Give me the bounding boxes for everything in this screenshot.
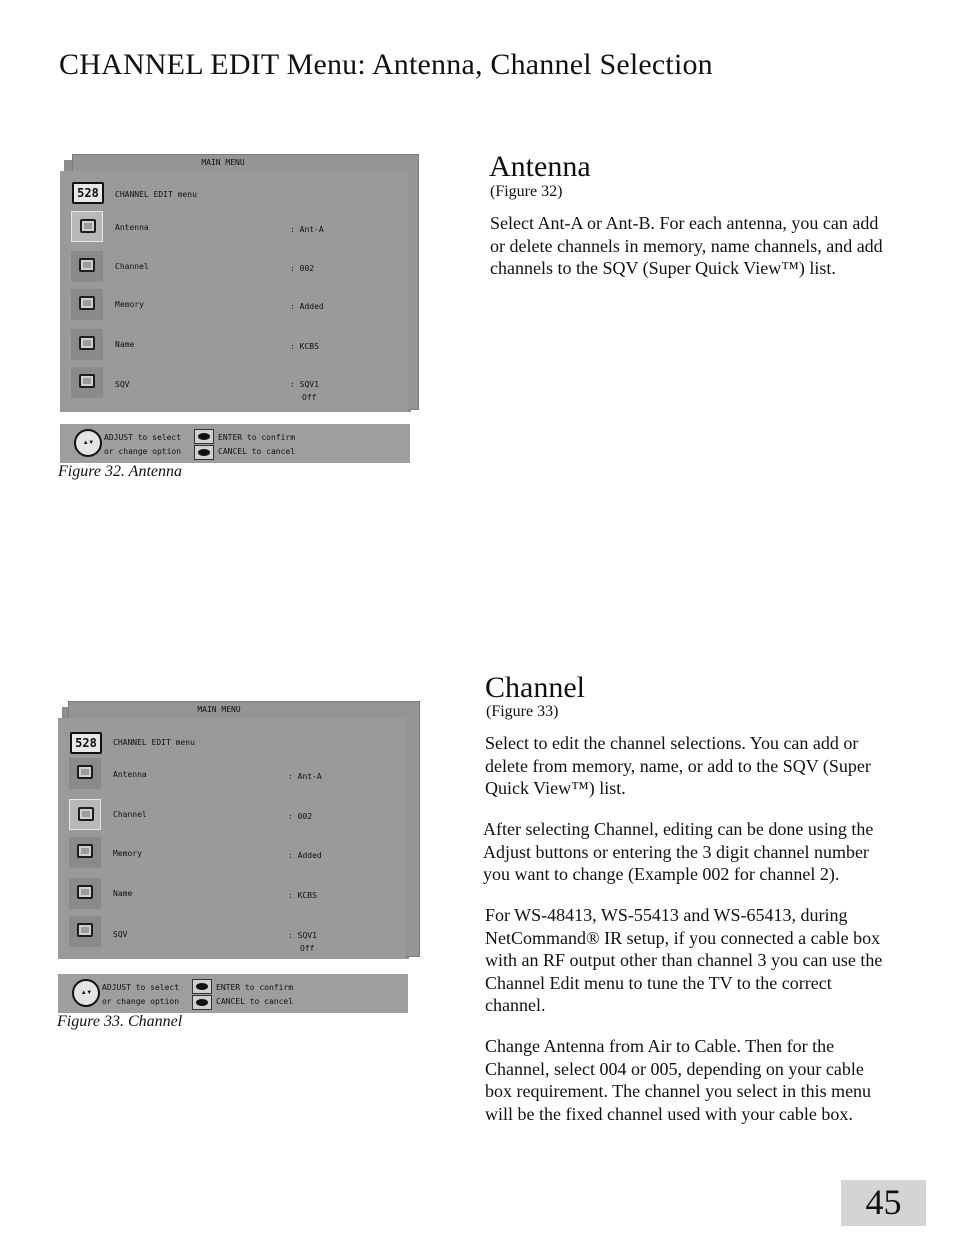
name-row-value: : KCBS	[290, 342, 319, 351]
hint-change: or change option	[104, 447, 182, 456]
hint-bar	[58, 974, 408, 1013]
antenna-row-label: Antenna	[115, 223, 149, 232]
name-row-label: Name	[115, 340, 135, 349]
antenna-heading: Antenna	[489, 150, 591, 183]
channel-row-icon[interactable]	[71, 251, 103, 282]
channel-paragraph-2: After selecting Channel, editing can be done using the Adjust buttons or entering the 3 digit channel number you want to change (Example 002 for channel 2).	[483, 819, 874, 884]
name-row-icon[interactable]	[69, 878, 101, 909]
tv-icon	[79, 258, 95, 272]
hint-enter: ENTER to confirm	[218, 433, 296, 442]
hint-enter: ENTER to confirm	[216, 983, 294, 992]
tv-icon	[77, 885, 93, 899]
hint-cancel: CANCEL to cancel	[218, 447, 296, 456]
memory-row-value: : Added	[290, 302, 324, 311]
page-number-box	[841, 1180, 926, 1226]
name-row-value: : KCBS	[288, 891, 317, 900]
tv-icon	[80, 219, 96, 233]
channel-row-label: Channel	[115, 262, 149, 271]
antenna-row-value: : Ant-A	[290, 225, 324, 234]
hint-bar	[60, 424, 410, 463]
page-title-rest: Menu: Antenna, Channel Selection	[278, 48, 713, 81]
channel-row-value: : 002	[288, 812, 313, 821]
dpad-icon	[74, 429, 102, 457]
antenna-figure-ref: (Figure 32)	[490, 183, 563, 200]
tv-icon	[77, 844, 93, 858]
hint-adjust: ADJUST to select	[102, 983, 180, 992]
memory-row-icon[interactable]	[71, 289, 103, 320]
name-row-icon[interactable]	[71, 329, 103, 360]
figure-32-caption: Figure 32. Antenna	[58, 463, 182, 480]
dpad-icon	[72, 979, 100, 1007]
tv-icon	[79, 296, 95, 310]
antenna-row-icon[interactable]	[69, 758, 101, 789]
page-number: 45	[865, 1182, 902, 1222]
sqv-row-value-off: Off	[302, 393, 317, 402]
antenna-row-label: Antenna	[113, 770, 147, 779]
channel-row-value: : 002	[290, 264, 315, 273]
channel-edit-title: CHANNEL EDIT menu	[115, 190, 197, 199]
sqv-row-label: SQV	[113, 930, 128, 939]
antenna-paragraph: Select Ant-A or Ant-B. For each antenna, you can add or delete channels in memory, name channels, and add channels to the SQV (Super Quick View™) list.	[490, 213, 883, 278]
antenna-row-icon[interactable]	[71, 211, 103, 242]
hint-change: or change option	[102, 997, 180, 1006]
page-title	[59, 48, 713, 82]
channel-badge-icon: 528	[70, 732, 102, 754]
channel-paragraph-1: Select to edit the channel selections. You can add or delete from memory, name, or add to the SQV (Super Quick View™) list.	[485, 733, 871, 798]
antenna-row-value: : Ant-A	[288, 772, 322, 781]
tv-icon	[78, 807, 94, 821]
sqv-row-value: : SQV1	[290, 380, 319, 389]
hint-cancel: CANCEL to cancel	[216, 997, 294, 1006]
channel-paragraph-3: For WS-48413, WS-55413 and WS-65413, during NetCommand® IR setup, if you connected a cable box with an RF output other than channel 3 you can use the Channel Edit menu to tune the TV to the correct channel.	[485, 905, 883, 1015]
sqv-row-label: SQV	[115, 380, 130, 389]
cancel-button-icon	[194, 445, 214, 460]
figure-33-menu-screenshot	[58, 701, 420, 1031]
name-row-label: Name	[113, 889, 133, 898]
menu-title: MAIN MENU	[201, 158, 245, 167]
tv-icon	[79, 336, 95, 350]
menu-panel	[60, 171, 408, 412]
enter-button-icon	[192, 979, 212, 994]
page-title-caps: CHANNEL EDIT	[59, 48, 279, 81]
enter-button-icon	[194, 429, 214, 444]
tv-icon	[77, 765, 93, 779]
channel-row-icon[interactable]	[69, 799, 101, 830]
sqv-row-value-off: Off	[300, 944, 315, 953]
channel-figure-ref: (Figure 33)	[486, 703, 559, 720]
cancel-button-icon	[192, 995, 212, 1010]
menu-panel	[58, 718, 406, 959]
tv-icon	[79, 374, 95, 388]
sqv-row-value: : SQV1	[288, 931, 317, 940]
memory-row-label: Memory	[113, 849, 142, 858]
channel-edit-title: CHANNEL EDIT menu	[113, 738, 195, 747]
sqv-row-icon[interactable]	[69, 916, 101, 947]
menu-title: MAIN MENU	[197, 705, 241, 714]
channel-paragraph-4: Change Antenna from Air to Cable. Then for the Channel, select 004 or 005, depending on your cable box requirement. The channel you select in this menu will be the fixed channel used with your cable box.	[485, 1036, 872, 1124]
sqv-row-icon[interactable]	[71, 367, 103, 398]
figure-33-caption: Figure 33. Channel	[57, 1013, 183, 1030]
channel-row-label: Channel	[113, 810, 147, 819]
channel-heading: Channel	[485, 671, 585, 704]
memory-row-value: : Added	[288, 851, 322, 860]
hint-adjust: ADJUST to select	[104, 433, 182, 442]
memory-row-icon[interactable]	[69, 837, 101, 868]
tv-icon	[77, 923, 93, 937]
memory-row-label: Memory	[115, 300, 144, 309]
channel-badge-icon: 528	[72, 182, 104, 204]
figure-32-menu-screenshot	[60, 154, 422, 484]
